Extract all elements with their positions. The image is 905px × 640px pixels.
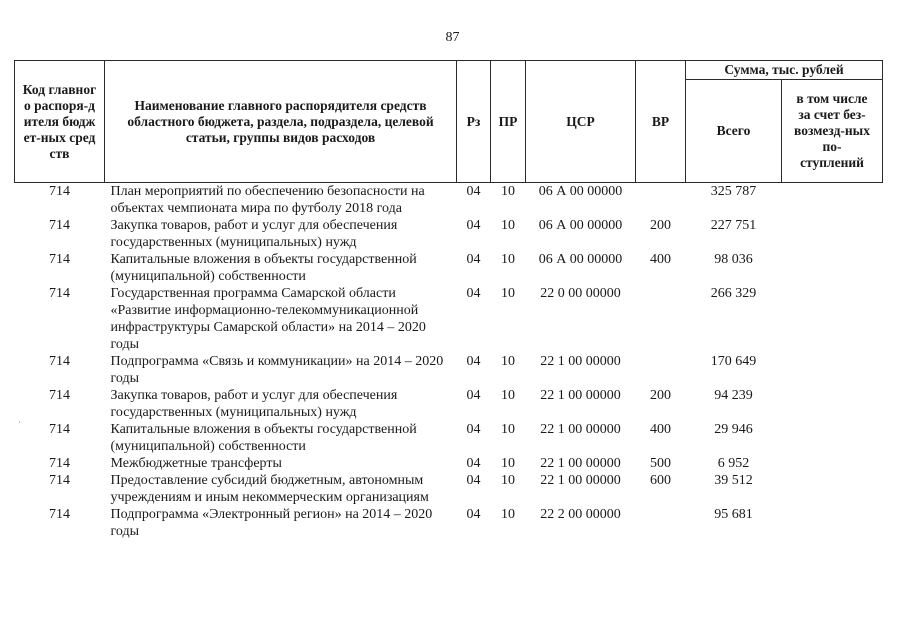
row-name: Государственная программа Самарской области «Развитие информационно-телекоммуникационной инфраструктуры Самарской области» на 2014 – 2020 годы bbox=[110, 286, 426, 352]
table-row bbox=[15, 421, 883, 455]
row-pr: 10 bbox=[501, 473, 515, 488]
row-total: 29 946 bbox=[714, 422, 753, 437]
row-name: Капитальные вложения в объекты государственной (муниципальной) собственности bbox=[110, 252, 417, 284]
row-csr: 06 А 00 00000 bbox=[538, 184, 623, 199]
row-pr: 10 bbox=[501, 456, 515, 471]
row-including bbox=[782, 506, 883, 540]
row-vr: 500 bbox=[650, 456, 671, 471]
header-name bbox=[105, 61, 457, 183]
row-name: План мероприятий по обеспечению безопасности на объектах чемпионата мира по футболу 2018 года bbox=[110, 184, 425, 216]
row-including bbox=[782, 285, 883, 353]
row-vr bbox=[636, 183, 686, 218]
row-vr: 200 bbox=[650, 388, 671, 403]
row-pr: 10 bbox=[501, 218, 515, 233]
row-rz: 04 bbox=[466, 473, 481, 488]
header-including-label: в том числе за счет без-возмезд-ных по-ступлений bbox=[794, 91, 870, 170]
scan-mark: ˙ bbox=[18, 420, 21, 430]
row-pr: 10 bbox=[501, 286, 515, 301]
row-vr bbox=[636, 285, 686, 353]
row-total: 325 787 bbox=[710, 184, 757, 199]
row-rz: 04 bbox=[466, 252, 481, 267]
row-including bbox=[782, 472, 883, 506]
row-including bbox=[782, 421, 883, 455]
row-name: Закупка товаров, работ и услуг для обеспечения государственных (муниципальных) нужд bbox=[110, 218, 398, 250]
row-name: Подпрограмма «Связь и коммуникации» на 2014 – 2020 годы bbox=[110, 354, 444, 386]
table-row bbox=[15, 455, 883, 472]
row-name: Капитальные вложения в объекты государственной (муниципальной) собственности bbox=[110, 422, 417, 454]
header-name-label: Наименование главного распорядителя средств областного бюджета, раздела, подраздела, целевой статьи, группы видов расходов bbox=[127, 97, 434, 145]
header-pr: ПР bbox=[491, 61, 526, 183]
row-code: 714 bbox=[49, 422, 70, 437]
row-code: 714 bbox=[49, 184, 70, 199]
budget-table bbox=[14, 60, 883, 540]
table-row bbox=[15, 251, 883, 285]
row-code: 714 bbox=[49, 252, 70, 267]
row-rz: 04 bbox=[466, 354, 481, 369]
table-row bbox=[15, 387, 883, 421]
row-total: 170 649 bbox=[710, 354, 757, 369]
row-rz: 04 bbox=[466, 507, 481, 522]
row-csr: 22 1 00 00000 bbox=[540, 388, 621, 403]
row-code: 714 bbox=[49, 218, 70, 233]
row-code: 714 bbox=[49, 456, 70, 471]
row-pr: 10 bbox=[501, 422, 515, 437]
table-row bbox=[15, 183, 883, 218]
page-number: 87 bbox=[445, 30, 460, 45]
header-sum-group: Сумма, тыс. рублей bbox=[686, 61, 883, 80]
header-csr: ЦСР bbox=[526, 61, 636, 183]
row-vr: 600 bbox=[650, 473, 671, 488]
row-rz: 04 bbox=[466, 184, 481, 199]
row-pr: 10 bbox=[501, 388, 515, 403]
row-rz: 04 bbox=[466, 388, 481, 403]
row-csr: 22 1 00 00000 bbox=[540, 456, 621, 471]
row-total: 39 512 bbox=[714, 473, 753, 488]
row-vr: 400 bbox=[650, 422, 671, 437]
row-code: 714 bbox=[49, 286, 70, 301]
row-pr: 10 bbox=[501, 507, 515, 522]
row-csr: 22 1 00 00000 bbox=[540, 354, 621, 369]
header-including bbox=[782, 80, 883, 183]
table-row bbox=[15, 285, 883, 353]
row-csr: 22 1 00 00000 bbox=[540, 422, 621, 437]
row-pr: 10 bbox=[501, 354, 515, 369]
row-rz: 04 bbox=[466, 286, 481, 301]
row-rz: 04 bbox=[466, 456, 481, 471]
row-name: Межбюджетные трансферты bbox=[110, 456, 282, 471]
header-rz: Рз bbox=[457, 61, 491, 183]
row-name: Предоставление субсидий бюджетным, автономным учреждениям и иным некоммерческим организациям bbox=[110, 473, 429, 505]
row-name: Закупка товаров, работ и услуг для обеспечения государственных (муниципальных) нужд bbox=[110, 388, 398, 420]
table-row bbox=[15, 506, 883, 540]
table-header bbox=[15, 61, 883, 183]
row-csr: 22 1 00 00000 bbox=[540, 473, 621, 488]
row-csr: 22 0 00 00000 bbox=[540, 286, 621, 301]
table-row bbox=[15, 217, 883, 251]
row-vr bbox=[636, 506, 686, 540]
row-vr: 400 bbox=[650, 252, 671, 267]
row-csr: 06 А 00 00000 bbox=[538, 218, 623, 233]
header-total: Всего bbox=[686, 80, 782, 183]
row-total: 227 751 bbox=[710, 218, 757, 233]
row-rz: 04 bbox=[466, 422, 481, 437]
header-vr: ВР bbox=[636, 61, 686, 183]
row-including bbox=[782, 387, 883, 421]
row-total: 6 952 bbox=[717, 456, 750, 471]
row-vr: 200 bbox=[650, 218, 671, 233]
row-name: Подпрограмма «Электронный регион» на 2014 – 2020 годы bbox=[110, 507, 433, 539]
table-body bbox=[15, 183, 883, 541]
table-row bbox=[15, 472, 883, 506]
row-including bbox=[782, 217, 883, 251]
row-including bbox=[782, 353, 883, 387]
row-code: 714 bbox=[49, 507, 70, 522]
row-pr: 10 bbox=[501, 184, 515, 199]
row-csr: 06 А 00 00000 bbox=[538, 252, 623, 267]
row-total: 94 239 bbox=[714, 388, 753, 403]
row-including bbox=[782, 251, 883, 285]
row-code: 714 bbox=[49, 473, 70, 488]
row-code: 714 bbox=[49, 388, 70, 403]
row-vr bbox=[636, 353, 686, 387]
row-including bbox=[782, 455, 883, 472]
row-including bbox=[782, 183, 883, 218]
row-total: 266 329 bbox=[710, 286, 757, 301]
row-rz: 04 bbox=[466, 218, 481, 233]
row-total: 98 036 bbox=[714, 252, 753, 267]
row-code: 714 bbox=[49, 354, 70, 369]
header-code bbox=[15, 61, 105, 183]
table-row bbox=[15, 353, 883, 387]
row-csr: 22 2 00 00000 bbox=[540, 507, 621, 522]
row-pr: 10 bbox=[501, 252, 515, 267]
row-total: 95 681 bbox=[714, 507, 753, 522]
header-code-label: Код главного распоря-дителя бюджет-ных средств bbox=[22, 81, 97, 161]
